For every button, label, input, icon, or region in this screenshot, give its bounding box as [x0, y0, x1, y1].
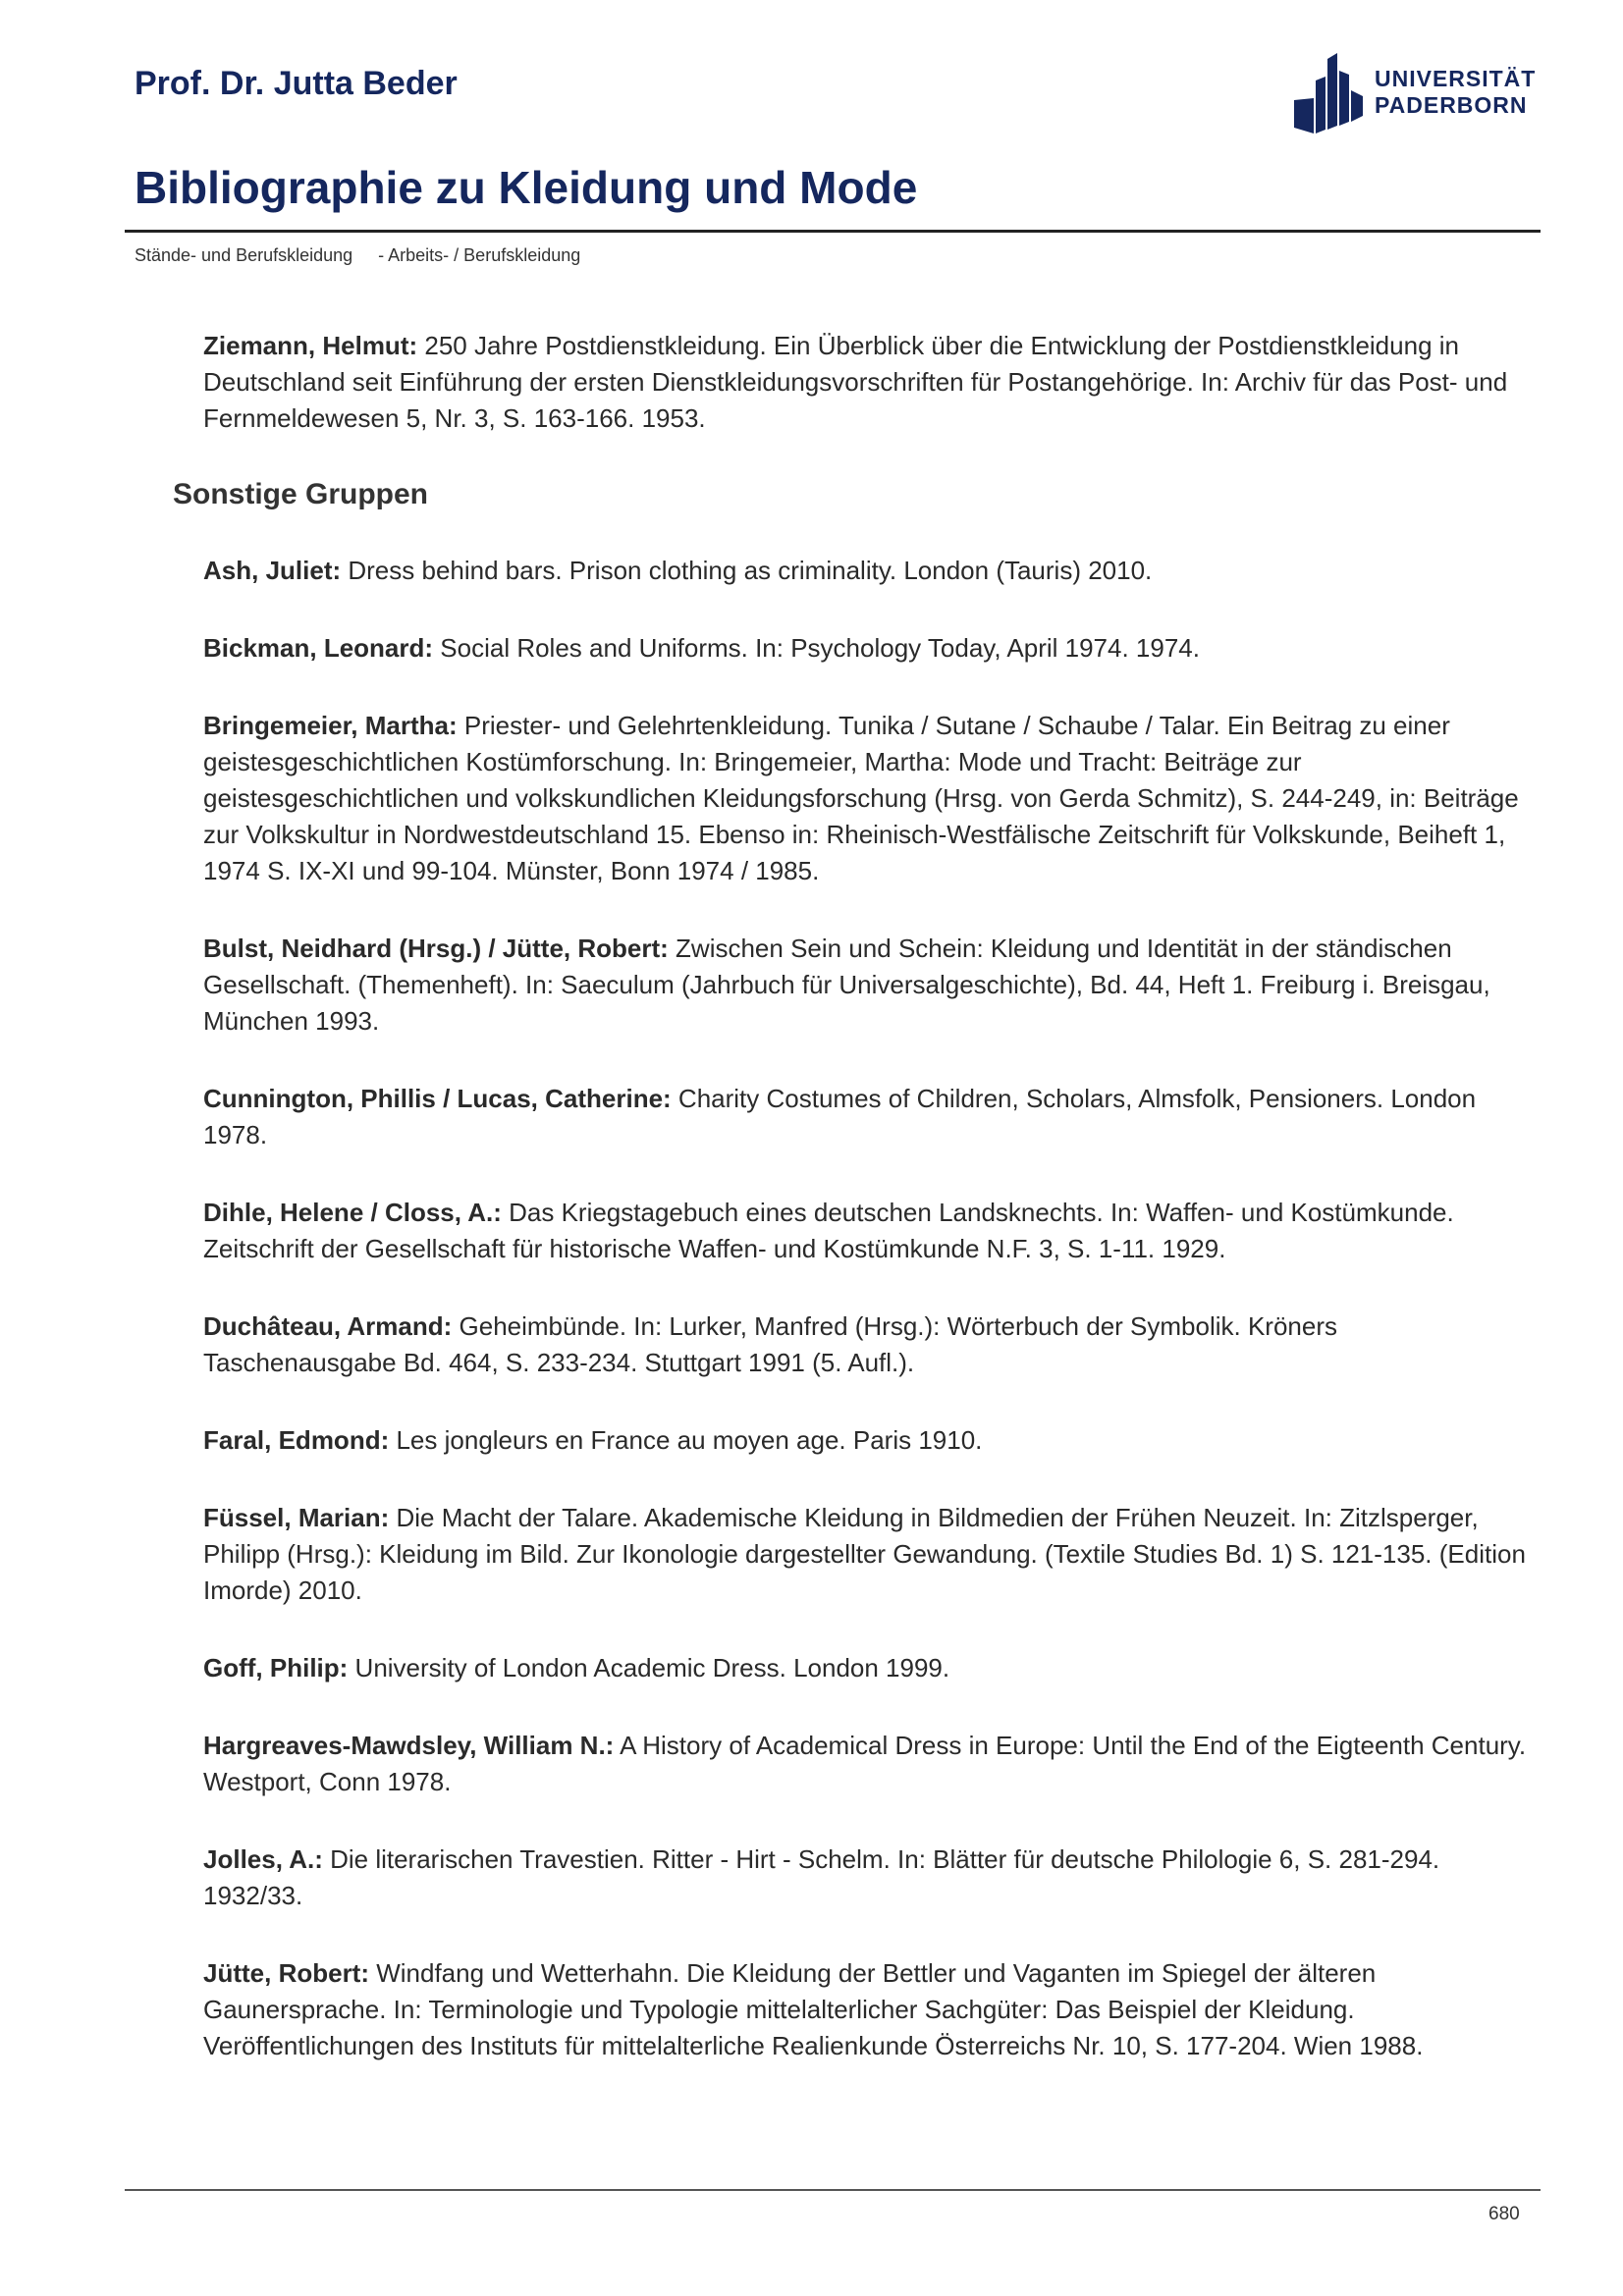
entry-text: Priester- und Gelehrtenkleidung. Tunika / Sutane / Schaube / Talar. Ein Beitrag zu einer geistesgeschichtlichen Kostümforschung. In: Bringemeier, Martha: Mode und Tracht: Beiträge zur geistesgeschichtlichen und volkskundlichen Kleidungsforschung (Hrsg. von Gerda Schmitz), S. 244-249, in: Beiträge zur Volkskultur in Nordwestdeutschland 15. Ebenso in: Rheinisch-Westfälische Zeitschrift für Volkskunde, Beiheft 1, 1974 S. IX-XI und 99-104. Münster, Bonn 1974 / 1985. — [203, 711, 1519, 885]
bibliography-entry — [203, 1195, 1534, 1267]
university-logo — [1292, 51, 1547, 133]
entry-author: Cunnington, Phillis / Lucas, Catherine: — [203, 1084, 672, 1113]
bibliography-entry — [203, 1422, 1534, 1459]
entry-text: Das Kriegstagebuch eines deutschen Landsknechts. In: Waffen- und Kostümkunde. Zeitschrift der Gesellschaft für historische Waffen- und Kostümkunde N.F. 3, S. 1-11. 1929. — [203, 1198, 1454, 1263]
entry-text: A History of Academical Dress in Europe: Until the End of the Eigteenth Century. Westport, Conn 1978. — [203, 1731, 1527, 1796]
bibliography-entry — [203, 630, 1534, 667]
university-logo-text — [1375, 66, 1536, 119]
bibliography-entry — [203, 1728, 1534, 1800]
section-heading: Sonstige Gruppen — [173, 478, 429, 510]
entry-author: Faral, Edmond: — [203, 1425, 390, 1455]
entry-text: Die literarischen Travestien. Ritter - Hirt - Schelm. In: Blätter für deutsche Philologie 6, S. 281-294. 1932/33. — [203, 1844, 1440, 1910]
entry-author: Ash, Juliet: — [203, 556, 342, 585]
page-number: 680 — [1488, 2204, 1520, 2224]
entry-text: Die Macht der Talare. Akademische Kleidung in Bildmedien der Frühen Neuzeit. In: Zitzlsperger, Philipp (Hrsg.): Kleidung im Bild. Zur Ikonologie dargestellter Gewandung. (Textile Studies Bd. 1) S. 121-135. (Edition Imorde) 2010. — [203, 1503, 1526, 1605]
entry-text: Les jongleurs en France au moyen age. Paris 1910. — [389, 1425, 983, 1455]
bibliography-entry — [203, 1842, 1534, 1914]
university-logo-icon — [1292, 51, 1365, 133]
bibliography-entry — [203, 708, 1534, 889]
entry-author: Duchâteau, Armand: — [203, 1311, 453, 1341]
entry-author: Füssel, Marian: — [203, 1503, 390, 1532]
entry-text: University of London Academic Dress. London 1999. — [348, 1653, 950, 1682]
entry-author: Bickman, Leonard: — [203, 633, 434, 663]
footer-divider — [125, 2189, 1541, 2191]
bibliography-entry — [203, 931, 1534, 1040]
entry-text: Geheimbünde. In: Lurker, Manfred (Hrsg.): Wörterbuch der Symbolik. Kröners Taschenausgabe Bd. 464, S. 233-234. Stuttgart 1991 (5. Aufl.). — [203, 1311, 1337, 1377]
bibliography-entry — [203, 328, 1534, 437]
entry-author: Jolles, A.: — [203, 1844, 323, 1874]
breadcrumb — [135, 245, 580, 266]
entry-author: Goff, Philip: — [203, 1653, 349, 1682]
logo-line-1: UNIVERSITÄT — [1375, 66, 1537, 91]
entry-author: Bulst, Neidhard (Hrsg.) / Jütte, Robert: — [203, 934, 669, 963]
entry-author: Hargreaves-Mawdsley, William N.: — [203, 1731, 615, 1760]
entry-author: Jütte, Robert: — [203, 1958, 369, 1988]
entry-text: Windfang und Wetterhahn. Die Kleidung der Bettler und Vaganten im Spiegel der älteren Gaunersprache. In: Terminologie und Typologie mittelalterlicher Sachgüter: Das Beispiel der Kleidung. Veröffentlichungen des Instituts für mittelalterliche Realienkunde Österreichs Nr. 10, S. 177-204. Wien 1988. — [203, 1958, 1424, 2060]
entry-text: Dress behind bars. Prison clothing as criminality. London (Tauris) 2010. — [341, 556, 1153, 585]
entry-text: Charity Costumes of Children, Scholars, Almsfolk, Pensioners. London 1978. — [203, 1084, 1477, 1149]
entry-author: Bringemeier, Martha: — [203, 711, 458, 740]
entry-text: 250 Jahre Postdienstkleidung. Ein Überblick über die Entwicklung der Postdienstkleidung in Deutschland seit Einführung der ersten Dienstkleidungsvorschriften für Postangehörige. In: Archiv für das Post- und Fernmeldewesen 5, Nr. 3, S. 163-166. 1953. — [203, 331, 1508, 433]
author-heading: Prof. Dr. Jutta Beder — [135, 65, 458, 102]
logo-line-2: PADERBORN — [1375, 92, 1528, 118]
bibliography-entry — [203, 1955, 1534, 2064]
bibliography-entry — [203, 1500, 1534, 1609]
breadcrumb-subcategory: - Arbeits- / Berufskleidung — [378, 245, 581, 265]
header-divider — [125, 230, 1541, 233]
bibliography-entry — [203, 1081, 1534, 1153]
bibliography-entry — [203, 1650, 1534, 1686]
entry-text: Social Roles and Uniforms. In: Psychology Today, April 1974. 1974. — [433, 633, 1200, 663]
page-title: Bibliographie zu Kleidung und Mode — [135, 162, 918, 213]
bibliography-entry — [203, 553, 1534, 589]
entry-author: Ziemann, Helmut: — [203, 331, 418, 360]
breadcrumb-category: Stände- und Berufskleidung — [135, 245, 353, 265]
entry-text: Zwischen Sein und Schein: Kleidung und Identität in der ständischen Gesellschaft. (Themenheft). In: Saeculum (Jahrbuch für Universalgeschichte), Bd. 44, Heft 1. Freiburg i. Breisgau, München 1993. — [203, 934, 1490, 1036]
bibliography-content — [173, 328, 1534, 2106]
entry-author: Dihle, Helene / Closs, A.: — [203, 1198, 502, 1227]
bibliography-entry — [203, 1308, 1534, 1381]
